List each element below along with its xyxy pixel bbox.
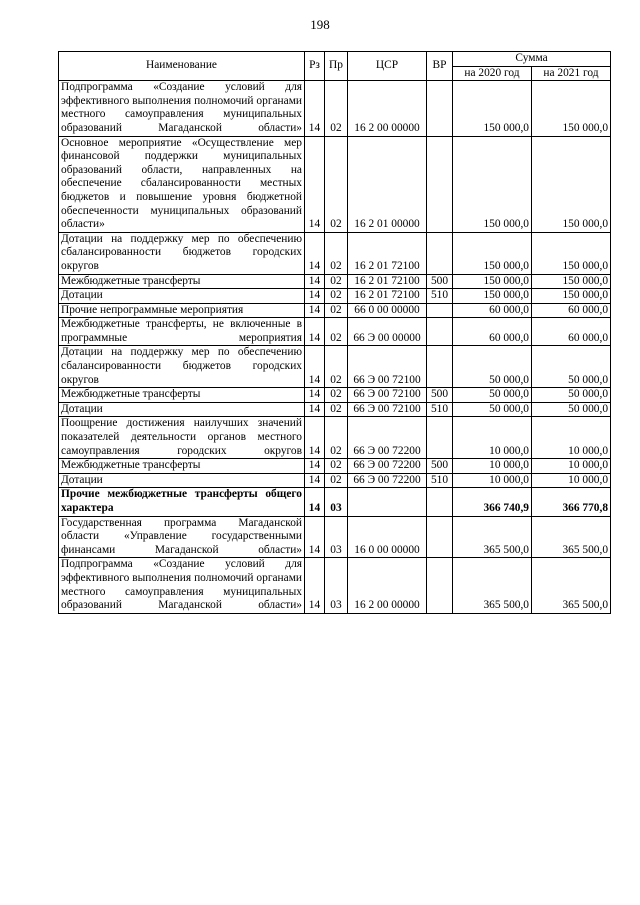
row-vr: 510 (427, 473, 453, 488)
row-csr: 16 2 00 00000 (348, 558, 427, 613)
row-pr: 02 (325, 346, 348, 388)
row-name: Межбюджетные трансферты (59, 388, 305, 403)
row-rz: 14 (305, 388, 325, 403)
row-amount-2021: 50 000,0 (532, 402, 611, 417)
row-amount-2020: 60 000,0 (453, 318, 532, 346)
header-csr: ЦСР (348, 52, 427, 81)
row-vr: 510 (427, 402, 453, 417)
row-csr: 66 Э 00 72100 (348, 388, 427, 403)
row-amount-2020: 10 000,0 (453, 459, 532, 474)
row-vr (427, 346, 453, 388)
row-rz: 14 (305, 558, 325, 613)
row-amount-2021: 150 000,0 (532, 289, 611, 304)
row-rz: 14 (305, 346, 325, 388)
row-csr: 66 Э 00 72100 (348, 346, 427, 388)
row-amount-2021: 10 000,0 (532, 473, 611, 488)
row-pr: 02 (325, 417, 348, 459)
row-amount-2021: 50 000,0 (532, 346, 611, 388)
row-rz: 14 (305, 318, 325, 346)
table-row (59, 81, 611, 136)
table-row (59, 488, 611, 516)
row-rz: 14 (305, 136, 325, 232)
row-amount-2020: 366 740,9 (453, 488, 532, 516)
table-row (59, 274, 611, 289)
row-pr: 02 (325, 459, 348, 474)
row-csr: 16 2 01 00000 (348, 136, 427, 232)
table-row (59, 516, 611, 558)
header-rz: Рз (305, 52, 325, 81)
row-name: Прочие межбюджетные трансферты общего характера (59, 488, 305, 516)
row-amount-2021: 150 000,0 (532, 81, 611, 136)
row-amount-2021: 365 500,0 (532, 558, 611, 613)
table-body (59, 81, 611, 614)
table-row (59, 136, 611, 232)
row-name: Подпрограмма «Создание условий для эффективного выполнения полномочий органами местного самоуправления муниципальных образований Магаданской области» (59, 81, 305, 136)
row-csr: 16 2 01 72100 (348, 289, 427, 304)
row-amount-2020: 150 000,0 (453, 81, 532, 136)
table-row (59, 417, 611, 459)
row-name: Межбюджетные трансферты, не включенные в программные мероприятия (59, 318, 305, 346)
row-name: Дотации (59, 289, 305, 304)
row-csr: 16 2 01 72100 (348, 274, 427, 289)
row-amount-2020: 365 500,0 (453, 558, 532, 613)
row-csr: 66 Э 00 72200 (348, 459, 427, 474)
table-row (59, 232, 611, 274)
row-name: Дотации на поддержку мер по обеспечению сбалансированности бюджетов городских округов (59, 232, 305, 274)
row-pr: 02 (325, 318, 348, 346)
table-row (59, 402, 611, 417)
row-csr: 66 0 00 00000 (348, 303, 427, 318)
row-vr (427, 81, 453, 136)
row-csr (348, 488, 427, 516)
budget-table (58, 51, 611, 614)
row-vr: 500 (427, 459, 453, 474)
row-rz: 14 (305, 417, 325, 459)
row-csr: 66 Э 00 00000 (348, 318, 427, 346)
row-amount-2020: 50 000,0 (453, 388, 532, 403)
row-csr: 16 2 00 00000 (348, 81, 427, 136)
row-pr: 02 (325, 274, 348, 289)
row-name: Межбюджетные трансферты (59, 459, 305, 474)
row-amount-2021: 50 000,0 (532, 388, 611, 403)
row-vr (427, 136, 453, 232)
row-amount-2020: 50 000,0 (453, 346, 532, 388)
row-rz: 14 (305, 81, 325, 136)
row-name: Подпрограмма «Создание условий для эффективного выполнения полномочий органами местного самоуправления муниципальных образований Магаданской области» (59, 558, 305, 613)
row-name: Основное мероприятие «Осуществление мер финансовой поддержки муниципальных образований области, направленных на обеспечение сбалансированности местных бюджетов и повышение уровня бюджетной обеспеченности муниципальных образований области» (59, 136, 305, 232)
header-sum: Сумма (453, 52, 611, 67)
row-pr: 02 (325, 303, 348, 318)
row-name: Государственная программа Магаданской области «Управление государственными финансами Магаданской области» (59, 516, 305, 558)
row-amount-2021: 365 500,0 (532, 516, 611, 558)
row-pr: 03 (325, 488, 348, 516)
row-vr (427, 488, 453, 516)
row-pr: 03 (325, 558, 348, 613)
row-name: Дотации (59, 402, 305, 417)
row-name: Межбюджетные трансферты (59, 274, 305, 289)
row-rz: 14 (305, 289, 325, 304)
row-rz: 14 (305, 274, 325, 289)
row-vr (427, 516, 453, 558)
row-pr: 03 (325, 516, 348, 558)
row-amount-2020: 150 000,0 (453, 136, 532, 232)
table-row (59, 289, 611, 304)
row-amount-2021: 150 000,0 (532, 274, 611, 289)
row-amount-2021: 150 000,0 (532, 232, 611, 274)
row-name: Прочие непрограммные мероприятия (59, 303, 305, 318)
row-amount-2020: 10 000,0 (453, 417, 532, 459)
row-csr: 66 Э 00 72200 (348, 473, 427, 488)
row-amount-2020: 10 000,0 (453, 473, 532, 488)
row-vr (427, 232, 453, 274)
row-amount-2020: 50 000,0 (453, 402, 532, 417)
row-amount-2021: 60 000,0 (532, 303, 611, 318)
row-vr (427, 318, 453, 346)
row-vr: 510 (427, 289, 453, 304)
row-pr: 02 (325, 402, 348, 417)
row-amount-2020: 365 500,0 (453, 516, 532, 558)
row-pr: 02 (325, 289, 348, 304)
header-pr: Пр (325, 52, 348, 81)
row-pr: 02 (325, 473, 348, 488)
row-name: Дотации (59, 473, 305, 488)
row-rz: 14 (305, 488, 325, 516)
header-name: Наименование (59, 52, 305, 81)
row-amount-2021: 150 000,0 (532, 136, 611, 232)
row-amount-2021: 10 000,0 (532, 417, 611, 459)
row-csr: 16 0 00 00000 (348, 516, 427, 558)
table-row (59, 303, 611, 318)
row-csr: 66 Э 00 72200 (348, 417, 427, 459)
row-csr: 66 Э 00 72100 (348, 402, 427, 417)
row-vr: 500 (427, 388, 453, 403)
row-name: Дотации на поддержку мер по обеспечению сбалансированности бюджетов городских округов (59, 346, 305, 388)
row-vr: 500 (427, 274, 453, 289)
table-row (59, 473, 611, 488)
row-rz: 14 (305, 473, 325, 488)
header-year-2021: на 2021 год (532, 66, 611, 81)
row-csr: 16 2 01 72100 (348, 232, 427, 274)
row-pr: 02 (325, 388, 348, 403)
table-row (59, 388, 611, 403)
table-row (59, 318, 611, 346)
header-vr: ВР (427, 52, 453, 81)
row-amount-2020: 150 000,0 (453, 289, 532, 304)
row-rz: 14 (305, 303, 325, 318)
table-row (59, 459, 611, 474)
row-vr (427, 558, 453, 613)
row-pr: 02 (325, 136, 348, 232)
row-rz: 14 (305, 459, 325, 474)
row-rz: 14 (305, 402, 325, 417)
row-amount-2020: 150 000,0 (453, 232, 532, 274)
row-amount-2021: 60 000,0 (532, 318, 611, 346)
table-row (59, 346, 611, 388)
row-amount-2020: 60 000,0 (453, 303, 532, 318)
row-rz: 14 (305, 232, 325, 274)
row-name: Поощрение достижения наилучших значений показателей деятельности органов местного самоуправления городских округов (59, 417, 305, 459)
row-amount-2021: 366 770,8 (532, 488, 611, 516)
row-pr: 02 (325, 232, 348, 274)
table-row (59, 558, 611, 613)
row-pr: 02 (325, 81, 348, 136)
page-number: 198 (310, 17, 330, 32)
row-vr (427, 417, 453, 459)
row-vr (427, 303, 453, 318)
header-year-2020: на 2020 год (453, 66, 532, 81)
row-amount-2021: 10 000,0 (532, 459, 611, 474)
row-amount-2020: 150 000,0 (453, 274, 532, 289)
row-rz: 14 (305, 516, 325, 558)
